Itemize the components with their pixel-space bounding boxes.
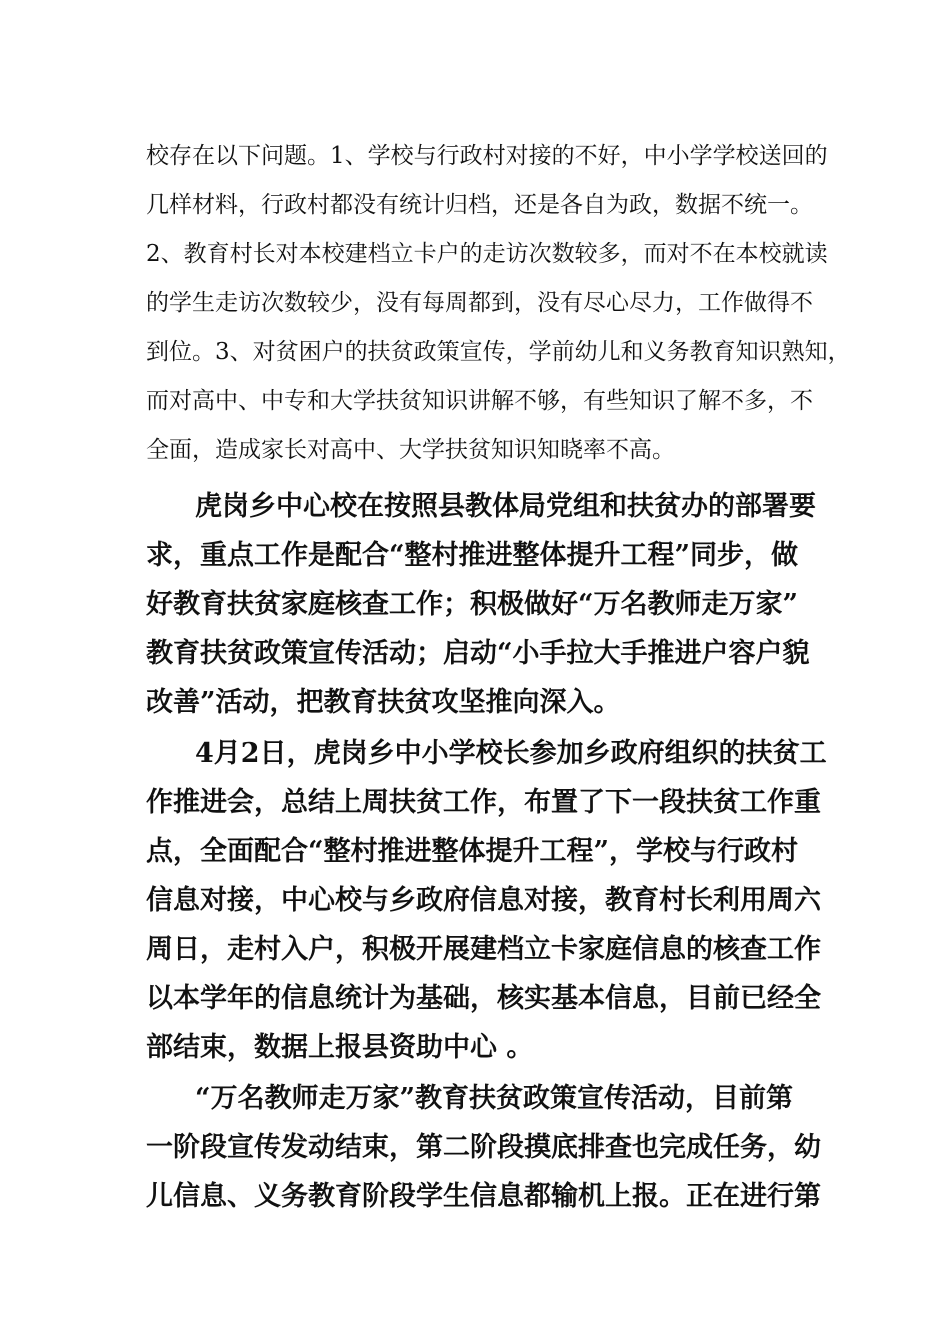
paragraph-4-line-1: “万名教师走万家”教育扶贫政策宣传活动，目前第 [195,1083,794,1114]
paragraph-4-line-3: 儿信息、义务教育阶段学生信息都输机上报。正在进行第 [146,1181,821,1212]
paragraph-1-line-4: 的学生走访次数较少，没有每周都到，没有尽心尽力，工作做得不 [146,290,813,316]
paragraph-1-line-1: 校存在以下问题。1、学校与行政村对接的不好，中小学学校送回的 [146,143,828,169]
paragraph-4-line-2: 一阶段宣传发动结束，第二阶段摸底排查也完成任务，幼 [146,1132,821,1163]
paragraph-3-line-3: 点，全面配合“整村推进整体提升工程”，学校与行政村 [146,836,799,867]
paragraph-1-line-3: 2、教育村长对本校建档立卡户的走访次数较多，而对不在本校就读 [146,241,828,267]
paragraph-3-line-6: 以本学年的信息统计为基础，核实基本信息，目前已经全 [146,983,821,1014]
paragraph-1-line-6: 而对高中、中专和大学扶贫知识讲解不够，有些知识了解不多，不 [146,388,813,414]
paragraph-1-line-2: 几样材料，行政村都没有统计归档，还是各自为政，数据不统一。 [146,192,813,218]
paragraph-2-line-1: 虎岗乡中心校在按照县教体局党组和扶贫办的部署要 [195,491,816,522]
paragraph-1-line-7: 全面，造成家长对高中、大学扶贫知识知晓率不高。 [146,437,675,463]
paragraph-2-line-5: 改善”活动，把教育扶贫攻坚推向深入。 [146,687,621,718]
paragraph-1-line-5: 到位。3、对贫困户的扶贫政策宣传，学前幼儿和义务教育知识熟知， [146,339,851,365]
paragraph-3-line-5: 周日，走村入户，积极开展建档立卡家庭信息的核查工作 [146,934,821,965]
paragraph-2-line-4: 教育扶贫政策宣传活动；启动“小手拉大手推进户容户貌 [146,638,810,669]
paragraph-2-line-3: 好教育扶贫家庭核查工作；积极做好“万名教师走万家” [146,589,799,620]
paragraph-3-line-1: 4月2日，虎岗乡中小学校长参加乡政府组织的扶贫工 [195,738,827,769]
paragraph-3-line-2: 作推进会，总结上周扶贫工作，布置了下一段扶贫工作重 [146,787,821,818]
paragraph-2-line-2: 求，重点工作是配合“整村推进整体提升工程”同步，做 [146,540,799,571]
paragraph-3-line-4: 信息对接，中心校与乡政府信息对接，教育村长利用周六 [146,885,821,916]
paragraph-3-line-7: 部结束，数据上报县资助中心 。 [146,1032,534,1063]
